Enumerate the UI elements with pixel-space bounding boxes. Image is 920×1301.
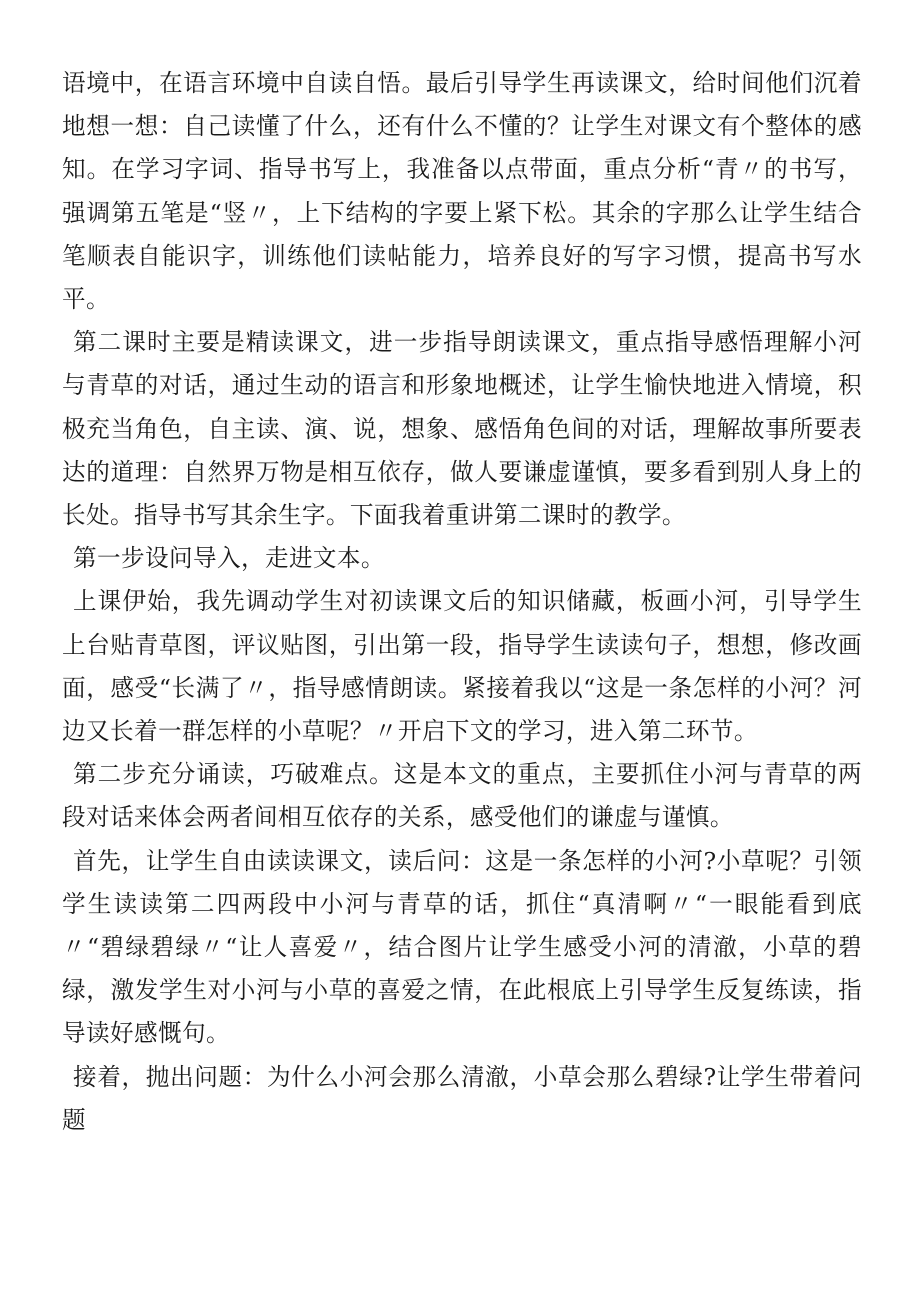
document-page [62,62,862,1142]
paragraph-step-one: 第一步设问导入，走进文本。 [73,544,385,573]
paragraph-step-two: 第二步充分诵读，巧破难点。这是本文的重点，主要抓住小河与青草的两段对话来体会两者间相互依存的关系，感受他们的谦虚与谨慎。 [62,760,862,832]
paragraph-second-lesson: 第二课时主要是精读课文，进一步指导朗读课文，重点指导感悟理解小河与青草的对话，通过生动的语言和形象地概述，让学生愉快地进入情境，积极充当角色，自主读、演、说，想象、感悟角色间的对话，理解故事所要表达的道理：自然界万物是相互依存，做人要谦虚谨慎，要多看到别人身上的长处。指导书写其余生字。下面我着重讲第二课时的教学。 [62,328,862,530]
paragraph-first: 首先，让学生自由读读课文，读后问：这是一条怎样的小河?小草呢？引领学生读读第二四两段中小河与青草的话，抓住“真清啊〃“一眼能看到底〃“碧绿碧绿〃“让人喜爱〃，结合图片让学生感受小河的清澈，小草的碧绿，激发学生对小河与小草的喜爱之情，在此根底上引导学生反复练读，指导读好感慨句。 [62,846,862,1048]
paragraph-class-start: 上课伊始，我先调动学生对初读课文后的知识储藏，板画小河，引导学生上台贴青草图，评议贴图，引出第一段，指导学生读读句子，想想，修改画面，感受“长满了〃，指导感情朗读。紧接着我以“这是一条怎样的小河？河边又长着一群怎样的小草呢？〃开启下文的学习，进入第二环节。 [62,587,862,746]
paragraph-context: 语境中，在语言环境中自读自悟。最后引导学生再读课文，给时间他们沉着地想一想：自己读懂了什么，还有什么不懂的？让学生对课文有个整体的感知。在学习字词、指导书写上，我准备以点带面，重点分析“青〃的书写，强调第五笔是“竖〃，上下结构的字要上紧下松。其余的字那么让学生结合笔顺表自能识字，训练他们读帖能力，培养良好的写字习惯，提高书写水平。 [62,69,862,314]
paragraph-next: 接着，抛出问题：为什么小河会那么清澈，小草会那么碧绿?让学生带着问题 [62,1062,862,1134]
